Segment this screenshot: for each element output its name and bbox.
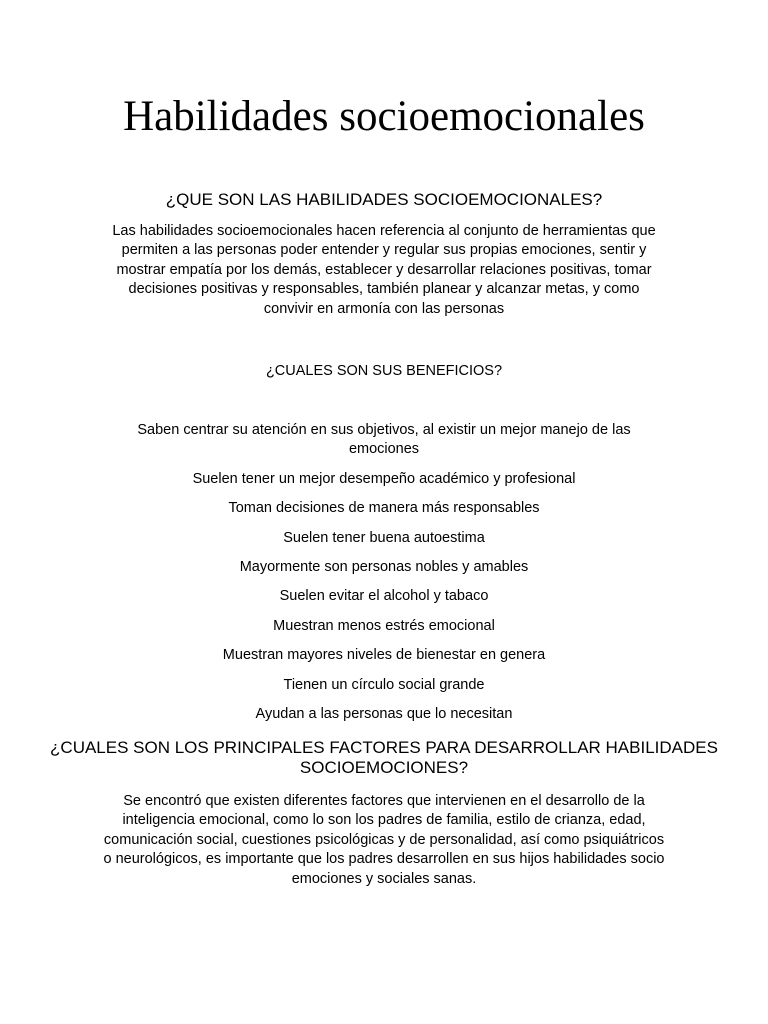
list-item: Muestran menos estrés emocional — [273, 617, 495, 634]
section-paragraph-definition: Las habilidades socioemocionales hacen referencia al conjunto de herramientas que permiten a las personas poder entender y regular sus propias emociones, sentir y mostrar empatía por los demás, establecer y desarrollar relaciones positivas, tomar decisiones positivas y responsables, también planear y alcanzar metas, y como convivir en armonía con las personas — [112, 223, 656, 317]
list-item: Saben centrar su atención en sus objetivos, al existir un mejor manejo de las emociones — [137, 422, 631, 458]
list-item: Suelen tener un mejor desempeño académico y profesional — [192, 470, 576, 487]
section-heading-benefits: ¿CUALES SON SUS BENEFICIOS? — [265, 363, 503, 379]
list-item: Toman decisiones de manera más responsables — [228, 500, 540, 517]
document-title: Habilidades socioemocionales — [123, 93, 645, 140]
section-heading-factors: ¿CUALES SON LOS PRINCIPALES FACTORES PARA DESARROLLAR HABILIDADES SOCIOEMOCIONES? — [50, 738, 718, 777]
list-item: Muestran mayores niveles de bienestar en genera — [222, 647, 546, 664]
list-item: Suelen evitar el alcohol y tabaco — [279, 588, 489, 605]
list-item: Tienen un círculo social grande — [283, 676, 485, 693]
section-paragraph-factors: Se encontró que existen diferentes factores que intervienen en el desarrollo de la inteligencia emocional, como lo son los padres de familia, estilo de crianza, edad, comunicación social, cuestiones psicológicas y de personalidad, así como psiquiátricos o neurológicos, es importante que los padres desarrollen en sus hijos habilidades socio emociones y sociales sanas. — [103, 793, 665, 887]
list-item: Ayudan a las personas que lo necesitan — [255, 706, 513, 723]
list-item: Mayormente son personas nobles y amables — [239, 559, 529, 576]
section-heading-what-are: ¿QUE SON LAS HABILIDADES SOCIOEMOCIONALES? — [165, 190, 603, 209]
list-item: Suelen tener buena autoestima — [283, 529, 485, 546]
benefits-list — [104, 421, 664, 734]
